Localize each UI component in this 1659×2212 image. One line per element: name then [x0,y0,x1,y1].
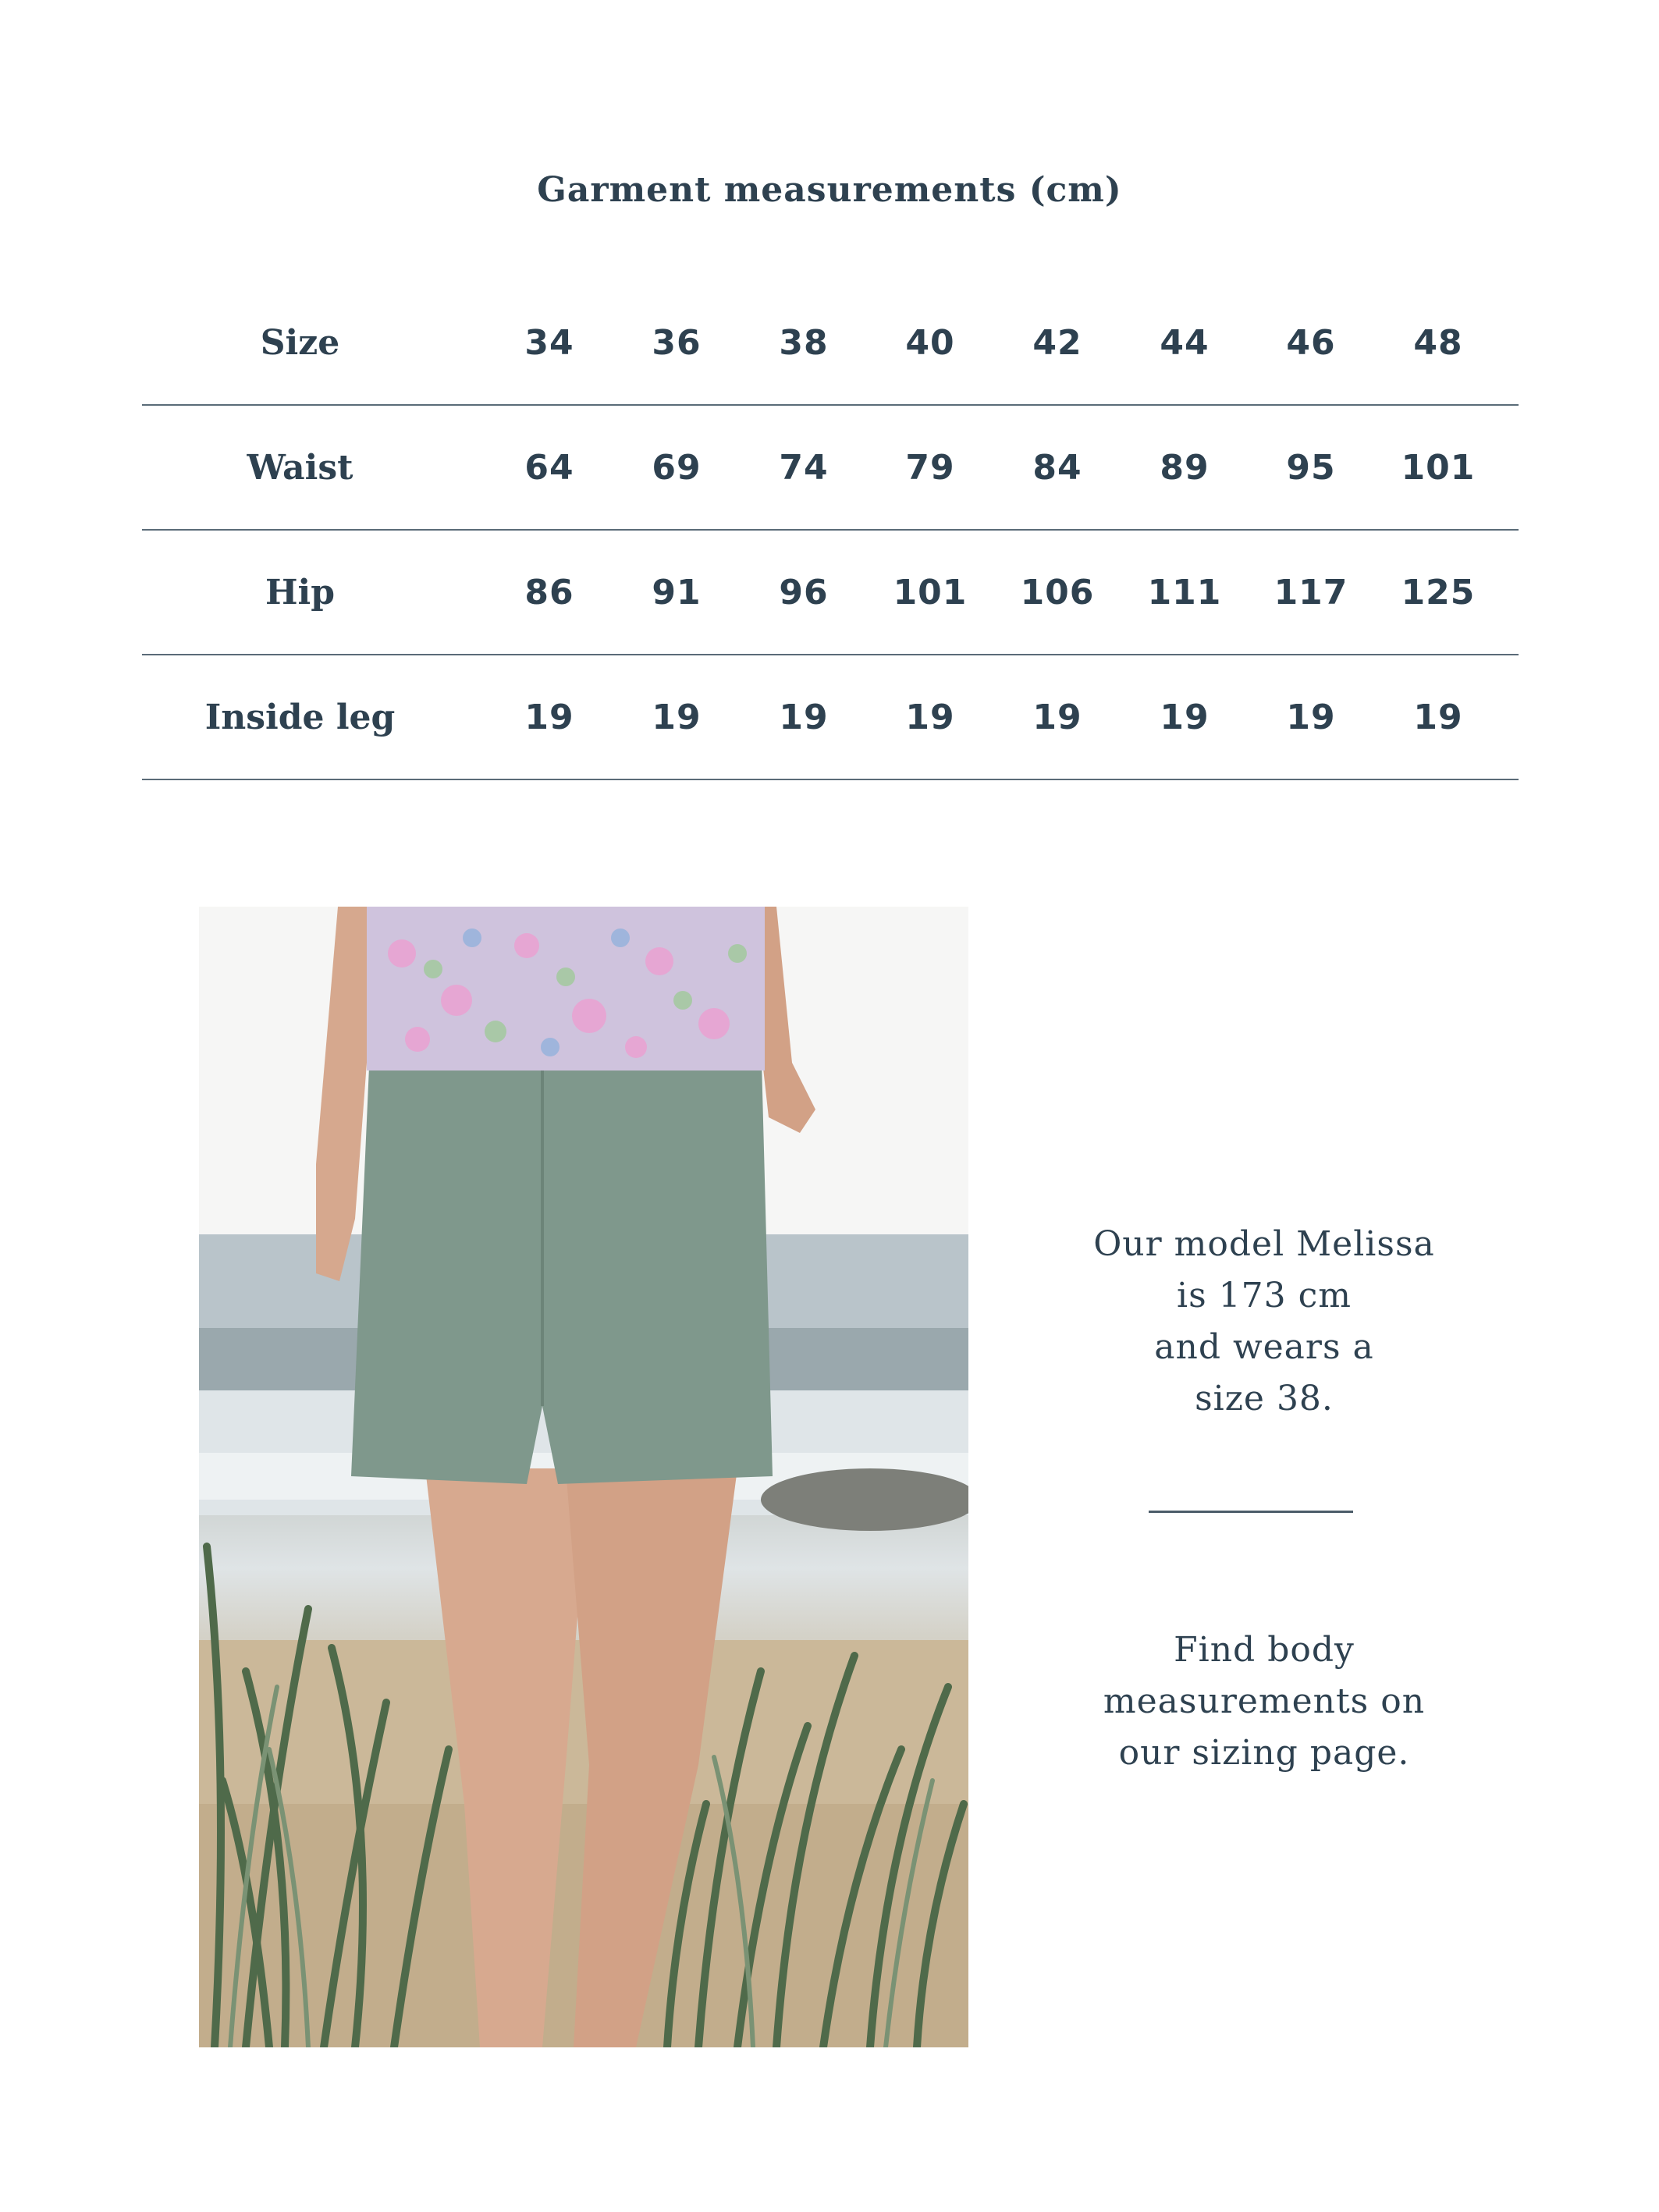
divider [1149,1511,1353,1513]
table-cell: 89 [1160,447,1210,488]
model-info-line: and wears a [1154,1327,1374,1367]
table-row [142,531,1519,655]
size-cell: 46 [1286,322,1336,363]
size-cell: 36 [652,322,702,363]
sizing-note-line: our sizing page. [1118,1733,1410,1773]
size-cell: 48 [1413,322,1463,363]
table-cell: 95 [1286,447,1336,488]
page-title: Garment measurements (cm) [537,170,1122,210]
table-cell: 69 [652,447,702,488]
size-table [142,281,1519,780]
size-cell: 44 [1160,322,1210,363]
table-cell: 19 [1160,697,1210,737]
table-cell: 19 [1032,697,1082,737]
row-label: Size [260,322,340,363]
table-cell: 64 [524,447,574,488]
sizing-note-line: measurements on [1103,1681,1426,1721]
table-cell: 111 [1147,572,1222,612]
table-cell: 91 [652,572,702,612]
table-cell: 19 [1286,697,1336,737]
table-cell: 19 [905,697,955,737]
table-cell: 86 [524,572,574,612]
model-info-line: Our model Melissa [1093,1224,1435,1264]
sizing-note-line: Find body [1174,1630,1355,1670]
table-cell: 19 [779,697,829,737]
table-cell: 84 [1032,447,1082,488]
table-cell: 125 [1401,572,1476,612]
table-header-row [142,281,1519,406]
size-cell: 34 [524,322,574,363]
table-cell: 79 [905,447,955,488]
table-cell: 19 [652,697,702,737]
size-cell: 38 [779,322,829,363]
table-cell: 19 [1413,697,1463,737]
model-info-line: size 38. [1195,1379,1334,1418]
table-row [142,655,1519,780]
row-label: Inside leg [204,697,396,737]
table-cell: 101 [893,572,968,612]
table-cell: 19 [524,697,574,737]
table-cell: 101 [1401,447,1476,488]
table-cell: 117 [1274,572,1348,612]
table-cell: 106 [1020,572,1095,612]
sizing-page-note [1046,1624,1483,1779]
model-photo-illustration [199,907,968,2047]
model-info [1046,1219,1483,1425]
row-label: Hip [265,572,336,612]
table-cell: 74 [779,447,829,488]
model-photo [199,907,968,2047]
table-row [142,406,1519,531]
model-info-line: is 173 cm [1177,1276,1352,1315]
row-label: Waist [247,447,353,488]
size-cell: 40 [905,322,955,363]
table-cell: 96 [779,572,829,612]
size-cell: 42 [1032,322,1082,363]
